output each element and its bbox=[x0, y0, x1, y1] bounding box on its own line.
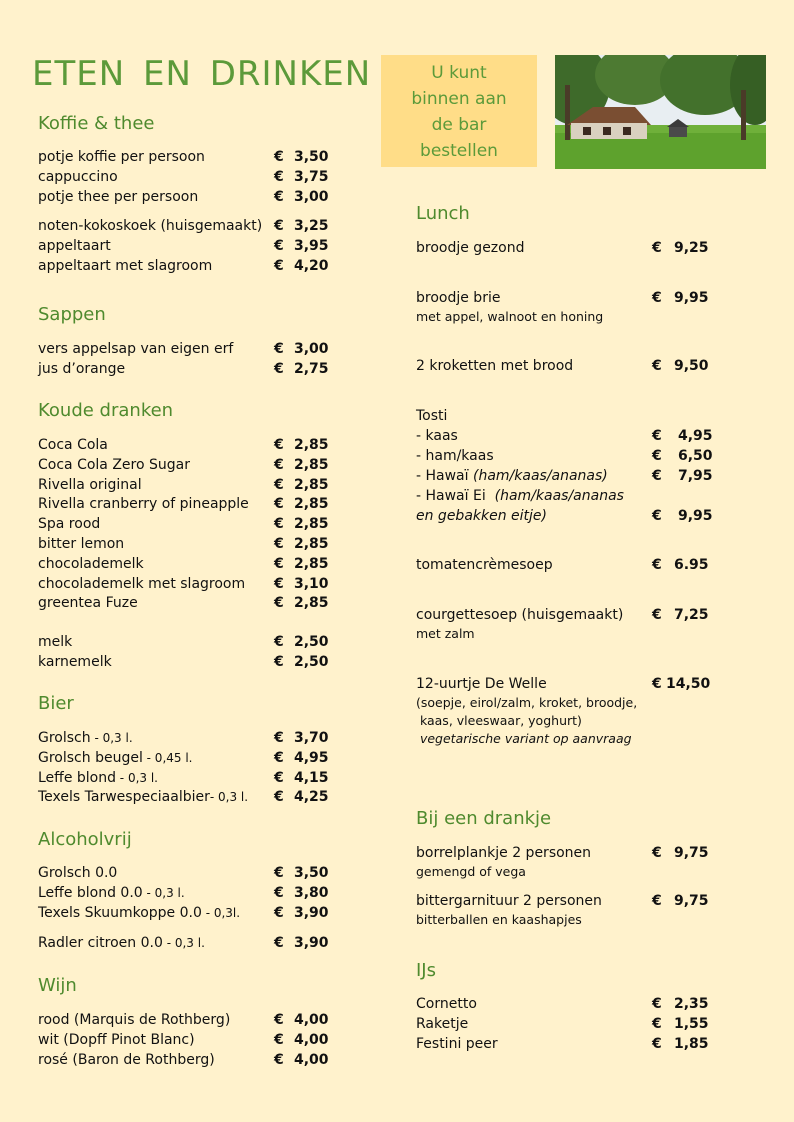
item-name: greentea Fuze bbox=[38, 595, 138, 612]
item-description: gemengd of vega bbox=[416, 864, 526, 879]
item-price bbox=[274, 749, 329, 769]
euro-sign: € bbox=[274, 789, 284, 806]
price-value: 3,00 bbox=[294, 188, 329, 205]
item-name: Texels Tarwespeciaalbier bbox=[38, 789, 210, 806]
item-price bbox=[274, 594, 329, 614]
item-price bbox=[274, 148, 329, 168]
euro-sign: € bbox=[274, 476, 284, 493]
item-price bbox=[274, 188, 329, 208]
item-name: - Hawaï bbox=[416, 468, 473, 484]
item-size: - 0,3l. bbox=[201, 905, 241, 920]
item-name: tomatencrèmesoep bbox=[416, 557, 553, 573]
item-price bbox=[274, 653, 329, 673]
euro-sign: € bbox=[652, 358, 662, 374]
list-item bbox=[38, 575, 329, 595]
bar-note-line: U kunt bbox=[431, 63, 487, 83]
price-value: 2,50 bbox=[294, 653, 329, 670]
euro-sign: € bbox=[274, 168, 284, 185]
item-price bbox=[652, 674, 710, 694]
item-description: vegetarische variant op aanvraag bbox=[416, 731, 632, 746]
euro-sign: € bbox=[274, 935, 284, 951]
price-value: 3,10 bbox=[294, 575, 329, 592]
item-price bbox=[274, 237, 329, 257]
price-value: 2,85 bbox=[294, 476, 329, 493]
item-name: bitter lemon bbox=[38, 535, 125, 552]
bar-note-line: bestellen bbox=[420, 141, 498, 161]
item-name: 12-uurtje De Welle bbox=[416, 676, 547, 692]
item-price bbox=[652, 555, 709, 575]
list-item bbox=[38, 1051, 329, 1071]
item-name: Grolsch 0.0 bbox=[38, 865, 118, 881]
item-name: Grolsch beugel bbox=[38, 749, 143, 766]
list-item bbox=[38, 769, 329, 789]
euro-sign: € bbox=[652, 845, 662, 861]
item-name: broodje brie bbox=[416, 290, 501, 306]
item-name: melk bbox=[38, 634, 73, 650]
list-item bbox=[416, 1014, 709, 1034]
item-price bbox=[652, 426, 713, 446]
section-ijs: IJs bbox=[416, 960, 436, 981]
euro-sign: € bbox=[274, 516, 284, 533]
euro-sign: € bbox=[652, 448, 662, 464]
list-item bbox=[38, 633, 329, 653]
item-description: bitterballen en kaashapjes bbox=[416, 912, 582, 927]
item-name: rood (Marquis de Rothberg) bbox=[38, 1012, 231, 1028]
price-value: 2,85 bbox=[294, 437, 329, 453]
item-detail: (ham/kaas/ananas bbox=[494, 488, 624, 504]
euro-sign: € bbox=[274, 749, 284, 766]
bar-note-line: de bar bbox=[431, 115, 487, 135]
euro-sign: € bbox=[274, 237, 284, 254]
item-name: borrelplankje 2 personen bbox=[416, 845, 592, 861]
euro-sign: € bbox=[274, 555, 284, 572]
item-price bbox=[274, 257, 329, 277]
price-value: 2,85 bbox=[294, 535, 329, 552]
item-description: met zalm bbox=[416, 626, 475, 641]
item-name: Rivella cranberry of pineapple bbox=[38, 496, 249, 513]
item-price bbox=[652, 605, 709, 625]
price-value: 3,25 bbox=[294, 218, 329, 234]
euro-sign: € bbox=[652, 508, 662, 524]
euro-sign: € bbox=[274, 188, 284, 205]
item-price bbox=[274, 934, 329, 954]
section-sappen: Sappen bbox=[38, 304, 106, 325]
list-item bbox=[38, 340, 329, 360]
list-item bbox=[416, 1034, 709, 1054]
item-price bbox=[274, 729, 329, 749]
item-price bbox=[274, 788, 329, 808]
list-item bbox=[416, 555, 709, 575]
list-item bbox=[416, 605, 709, 643]
list-item bbox=[38, 476, 329, 496]
item-name: Festini peer bbox=[416, 1036, 498, 1052]
list-item bbox=[416, 356, 709, 376]
euro-sign: € bbox=[274, 535, 284, 552]
list-item bbox=[416, 238, 709, 258]
item-name: chocolademelk met slagroom bbox=[38, 575, 246, 592]
price-value: 2,50 bbox=[294, 634, 329, 650]
item-price bbox=[274, 1031, 329, 1051]
list-item bbox=[38, 1011, 329, 1031]
bier-list bbox=[38, 729, 329, 808]
item-price bbox=[274, 633, 329, 653]
euro-sign: € bbox=[274, 769, 284, 786]
item-price bbox=[274, 476, 329, 496]
item-price bbox=[652, 466, 713, 486]
list-item bbox=[38, 515, 329, 535]
item-price bbox=[274, 436, 329, 456]
price-value: 3,50 bbox=[294, 865, 329, 881]
list-item bbox=[38, 456, 329, 476]
euro-sign: € bbox=[274, 360, 284, 377]
euro-sign: € bbox=[652, 996, 662, 1012]
list-item bbox=[38, 884, 329, 904]
list-item bbox=[416, 891, 709, 929]
section-wijn: Wijn bbox=[38, 975, 77, 996]
euro-sign: € bbox=[652, 240, 662, 256]
item-name: courgettesoep (huisgemaakt) bbox=[416, 607, 624, 623]
price-value: 9,95 bbox=[674, 290, 709, 306]
list-item bbox=[38, 864, 329, 884]
item-name: chocolademelk bbox=[38, 555, 144, 572]
item-price bbox=[274, 168, 329, 188]
radler-list bbox=[38, 934, 329, 954]
item-name: appeltaart met slagroom bbox=[38, 257, 213, 274]
price-value: 3,90 bbox=[294, 935, 329, 951]
price-value: 4,00 bbox=[294, 1051, 329, 1068]
koude-list bbox=[38, 436, 329, 614]
item-name: Raketje bbox=[416, 1016, 469, 1032]
euro-sign: € bbox=[274, 884, 284, 901]
koffie-cake-list bbox=[38, 217, 329, 276]
item-price bbox=[274, 555, 329, 575]
item-price bbox=[652, 238, 709, 258]
euro-sign: € bbox=[274, 496, 284, 513]
euro-sign: € bbox=[652, 290, 662, 306]
list-item bbox=[38, 749, 329, 769]
farmhouse-photo bbox=[555, 55, 766, 169]
euro-sign: € bbox=[274, 437, 284, 453]
item-name: 2 kroketten met brood bbox=[416, 358, 574, 374]
item-name: - ham/kaas bbox=[416, 448, 494, 464]
item-name: Leffe blond 0.0 bbox=[38, 884, 143, 901]
price-value: 2,85 bbox=[294, 456, 329, 473]
list-item bbox=[416, 466, 713, 486]
section-bier: Bier bbox=[38, 693, 74, 714]
price-value: 3,80 bbox=[294, 884, 329, 901]
list-item bbox=[38, 168, 329, 188]
list-item bbox=[38, 217, 329, 237]
list-item bbox=[416, 288, 709, 326]
item-price bbox=[274, 495, 329, 515]
item-price bbox=[274, 575, 329, 595]
section-koffie-thee: Koffie & thee bbox=[38, 113, 155, 134]
item-name: Grolsch bbox=[38, 730, 91, 746]
list-item bbox=[38, 535, 329, 555]
item-name: wit (Dopff Pinot Blanc) bbox=[38, 1031, 195, 1048]
euro-sign: € bbox=[652, 468, 662, 484]
item-price bbox=[652, 891, 709, 911]
euro-sign: € bbox=[274, 865, 284, 881]
wijn-list bbox=[38, 1011, 329, 1070]
euro-sign: € bbox=[274, 341, 284, 357]
melk-list bbox=[38, 633, 329, 673]
price-value: 3,50 bbox=[294, 149, 329, 165]
item-name: Cornetto bbox=[416, 996, 477, 1012]
list-item bbox=[38, 148, 329, 168]
item-size: - 0,3 l. bbox=[162, 936, 205, 950]
price-value: 3,95 bbox=[294, 237, 329, 254]
item-price bbox=[274, 1051, 329, 1071]
list-item bbox=[38, 934, 329, 954]
list-item bbox=[416, 674, 711, 748]
price-value: 4,95 bbox=[678, 428, 713, 444]
euro-sign: € bbox=[274, 1031, 284, 1048]
price-value: 4,95 bbox=[294, 749, 329, 766]
price-value: 9,25 bbox=[674, 240, 709, 256]
item-detail: en gebakken eitje) bbox=[416, 508, 548, 524]
item-size: - 0,45 l. bbox=[142, 750, 193, 765]
item-name: Coca Cola Zero Sugar bbox=[38, 456, 190, 473]
item-name: bittergarnituur 2 personen bbox=[416, 893, 602, 909]
list-item bbox=[38, 594, 329, 614]
item-detail: (ham/kaas/ananas) bbox=[472, 468, 608, 484]
sappen-list bbox=[38, 340, 329, 380]
list-item bbox=[38, 904, 329, 924]
item-name: Tosti bbox=[416, 408, 448, 424]
item-price bbox=[274, 217, 329, 237]
list-item bbox=[38, 360, 329, 380]
euro-sign: € bbox=[274, 1012, 284, 1028]
price-value: 6,50 bbox=[678, 448, 713, 464]
item-name: karnemelk bbox=[38, 653, 112, 670]
order-at-bar-note bbox=[381, 55, 537, 167]
item-name: Coca Cola bbox=[38, 437, 108, 453]
price-value: 2,85 bbox=[294, 555, 329, 572]
euro-sign: € bbox=[652, 1036, 662, 1052]
item-name: Radler citroen 0.0 bbox=[38, 935, 163, 951]
euro-sign: € bbox=[274, 575, 284, 592]
price-value: 7,95 bbox=[678, 468, 713, 484]
item-name: jus d’orange bbox=[38, 360, 126, 377]
euro-sign: € bbox=[274, 218, 284, 234]
price-value: 9,75 bbox=[674, 845, 709, 861]
item-price bbox=[274, 1011, 329, 1031]
euro-sign: € bbox=[652, 428, 662, 444]
item-price bbox=[652, 506, 713, 526]
item-price bbox=[274, 340, 329, 360]
item-name: potje thee per persoon bbox=[38, 188, 199, 205]
euro-sign: € bbox=[274, 634, 284, 650]
item-name: potje koffie per persoon bbox=[38, 149, 205, 165]
item-name: - kaas bbox=[416, 428, 458, 444]
price-value: 9,50 bbox=[674, 358, 709, 374]
item-price bbox=[652, 1014, 709, 1034]
euro-sign: € bbox=[652, 557, 662, 573]
item-size: - 0,3 l. bbox=[209, 790, 249, 805]
item-name: Texels Skuumkoppe 0.0 bbox=[38, 904, 202, 921]
price-value: 4,15 bbox=[294, 769, 329, 786]
item-name: Leffe blond bbox=[38, 769, 116, 786]
list-item bbox=[38, 237, 329, 257]
list-item bbox=[38, 729, 329, 749]
euro-sign: € bbox=[652, 893, 662, 909]
item-price bbox=[274, 515, 329, 535]
price-value: 7,25 bbox=[674, 607, 709, 623]
item-description: (soepje, eirol/zalm, kroket, broodje, bbox=[416, 695, 638, 710]
list-item bbox=[416, 506, 713, 526]
section-koude-dranken: Koude dranken bbox=[38, 400, 174, 421]
price-value: 1,55 bbox=[674, 1016, 709, 1032]
list-item bbox=[416, 994, 709, 1014]
list-item bbox=[38, 188, 329, 208]
euro-sign: € bbox=[274, 653, 284, 670]
list-item bbox=[38, 788, 329, 808]
item-price bbox=[274, 904, 329, 924]
section-lunch: Lunch bbox=[416, 203, 470, 224]
price-value: 1,85 bbox=[674, 1036, 709, 1052]
item-price bbox=[274, 884, 329, 904]
list-item bbox=[38, 653, 329, 673]
page-title: ETEN EN DRINKEN bbox=[32, 54, 372, 94]
euro-sign: € bbox=[274, 456, 284, 473]
item-description: kaas, vleeswaar, yoghurt) bbox=[416, 713, 582, 728]
price-value: 6.95 bbox=[674, 557, 709, 573]
item-price bbox=[274, 864, 329, 884]
item-size: - 0,3 l. bbox=[142, 885, 185, 900]
price-value: 4,20 bbox=[294, 257, 329, 274]
tosti-group bbox=[416, 406, 713, 526]
price-value: 4,00 bbox=[294, 1012, 329, 1028]
list-item bbox=[38, 257, 329, 277]
list-item bbox=[38, 555, 329, 575]
item-price bbox=[274, 535, 329, 555]
list-item bbox=[416, 843, 709, 881]
item-price bbox=[652, 843, 709, 863]
list-item bbox=[416, 446, 713, 466]
euro-sign: € bbox=[274, 257, 284, 274]
item-price bbox=[274, 456, 329, 476]
item-price bbox=[652, 994, 709, 1014]
item-price bbox=[652, 1034, 709, 1054]
item-price bbox=[652, 288, 709, 308]
item-name: noten-kokoskoek (huisgemaakt) bbox=[38, 218, 263, 234]
price-value: 3,70 bbox=[294, 730, 329, 746]
price-value: 2,85 bbox=[294, 595, 329, 612]
euro-sign: € bbox=[652, 1016, 662, 1032]
koffie-list bbox=[38, 148, 329, 207]
price-value: 3,90 bbox=[294, 904, 329, 921]
euro-sign: € bbox=[652, 676, 662, 692]
list-item bbox=[416, 486, 624, 506]
price-value: 4,25 bbox=[294, 789, 329, 806]
euro-sign: € bbox=[274, 730, 284, 746]
list-item bbox=[38, 436, 329, 456]
price-value: 3,00 bbox=[294, 341, 329, 357]
euro-sign: € bbox=[274, 904, 284, 921]
item-price bbox=[274, 360, 329, 380]
list-item bbox=[38, 495, 329, 515]
item-name: vers appelsap van eigen erf bbox=[38, 341, 234, 357]
price-value: 4,00 bbox=[294, 1031, 329, 1048]
item-price bbox=[652, 446, 713, 466]
price-value: 2,85 bbox=[294, 496, 329, 513]
price-value: 9,95 bbox=[678, 508, 713, 524]
item-name: rosé (Baron de Rothberg) bbox=[38, 1051, 215, 1068]
euro-sign: € bbox=[652, 607, 662, 623]
price-value: 9,75 bbox=[674, 893, 709, 909]
euro-sign: € bbox=[274, 1051, 284, 1068]
section-alcoholvrij: Alcoholvrij bbox=[38, 829, 132, 850]
item-size: - 0,3 l. bbox=[90, 731, 133, 745]
item-name: - Hawaï Ei bbox=[416, 488, 495, 504]
item-name: cappuccino bbox=[38, 168, 118, 185]
item-name: Spa rood bbox=[38, 516, 101, 533]
item-size: - 0,3 l. bbox=[115, 770, 158, 785]
price-value: 3,75 bbox=[294, 168, 329, 185]
item-name: Rivella original bbox=[38, 476, 142, 493]
alcoholvrij-list bbox=[38, 864, 329, 923]
item-description: met appel, walnoot en honing bbox=[416, 309, 604, 324]
item-name: appeltaart bbox=[38, 237, 111, 254]
price-value: 2,75 bbox=[294, 360, 329, 377]
item-price bbox=[274, 769, 329, 789]
ijs-list bbox=[416, 994, 709, 1054]
bar-note-line: binnen aan bbox=[411, 89, 507, 109]
list-item bbox=[38, 1031, 329, 1051]
item-price bbox=[652, 356, 709, 376]
list-item bbox=[416, 426, 713, 446]
price-value: 2,85 bbox=[294, 516, 329, 533]
price-value: 14,50 bbox=[666, 676, 711, 692]
section-bij-een-drankje: Bij een drankje bbox=[416, 808, 552, 829]
euro-sign: € bbox=[274, 595, 284, 612]
item-name: broodje gezond bbox=[416, 240, 525, 256]
euro-sign: € bbox=[274, 149, 284, 165]
price-value: 2,35 bbox=[674, 996, 709, 1012]
